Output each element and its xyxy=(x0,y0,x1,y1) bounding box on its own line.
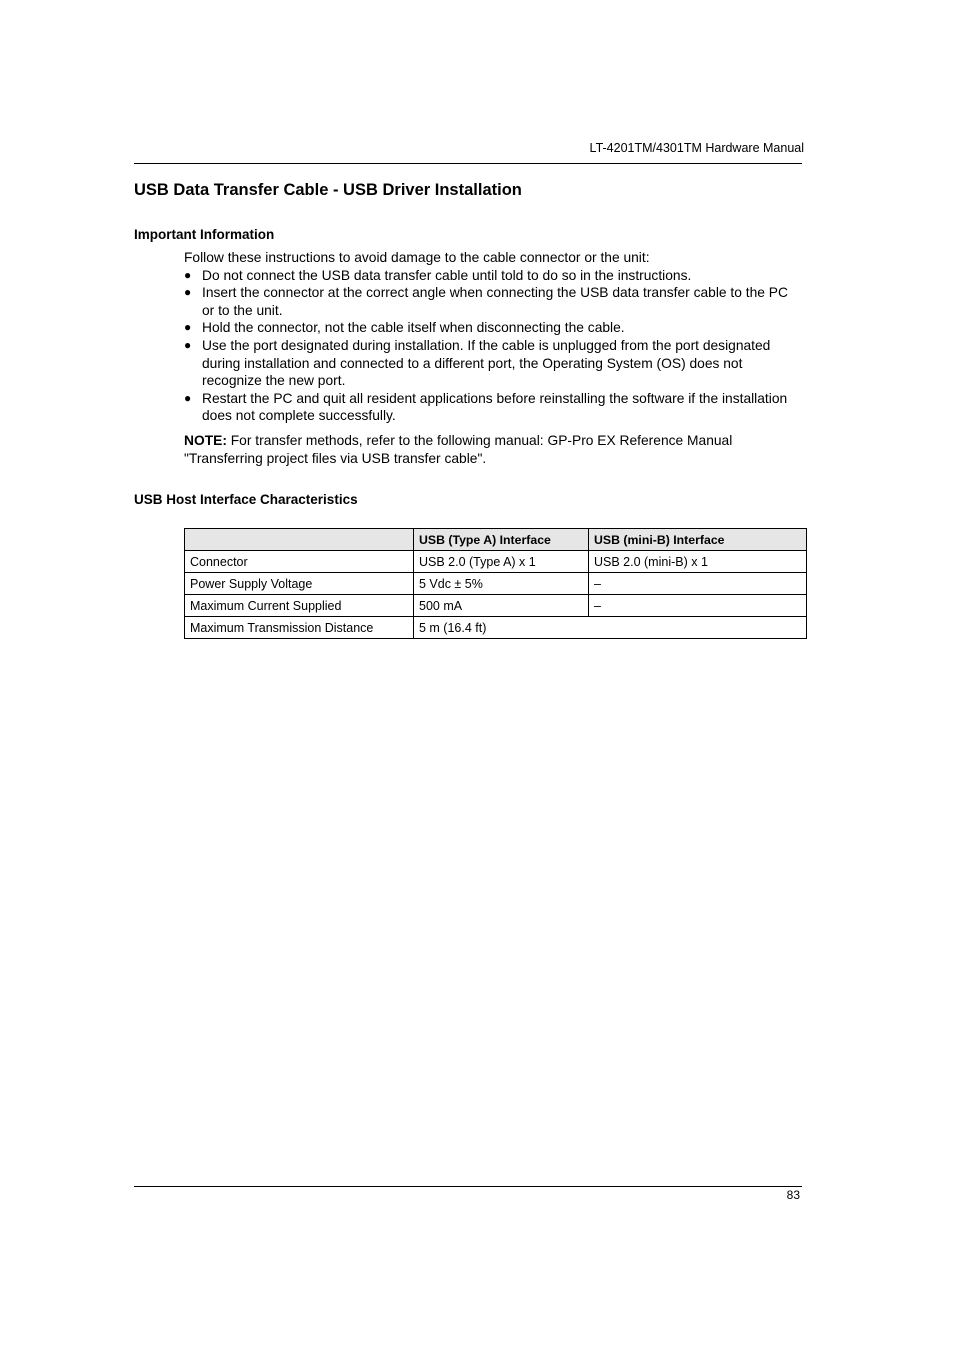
list-item-text: Use the port designated during installation. If the cable is unplugged from the port designated during installation and connected to a different port, the Operating System (OS) does not recognize the new port. xyxy=(202,337,771,389)
table-row xyxy=(185,617,807,639)
bullet-icon: ● xyxy=(184,267,192,282)
bullet-icon: ● xyxy=(184,390,192,405)
table-cell: Power Supply Voltage xyxy=(185,573,414,595)
section-title: USB Data Transfer Cable - USB Driver Installation xyxy=(134,181,522,199)
important-info-body xyxy=(184,249,804,467)
table-cell: – xyxy=(589,595,807,617)
instruction-list xyxy=(184,267,804,425)
note-text: For transfer methods, refer to the following manual: GP-Pro EX Reference Manual "Transferring project files via USB transfer cable". xyxy=(184,432,733,466)
table-cell: Maximum Current Supplied xyxy=(185,595,414,617)
table-cell: USB 2.0 (Type A) x 1 xyxy=(414,551,589,573)
manual-title: LT-4201TM/4301TM Hardware Manual xyxy=(589,141,804,155)
table-cell: 500 mA xyxy=(414,595,589,617)
important-info-heading: Important Information xyxy=(134,227,275,242)
header-divider xyxy=(134,163,802,164)
table-cell: Maximum Transmission Distance xyxy=(185,617,414,639)
list-item xyxy=(184,267,804,285)
table-row xyxy=(185,551,807,573)
table-cell: USB 2.0 (mini-B) x 1 xyxy=(589,551,807,573)
list-item xyxy=(184,319,804,337)
list-item-text: Restart the PC and quit all resident applications before reinstalling the software if the installation does not complete successfully. xyxy=(202,390,788,424)
table-header-cell: USB (Type A) Interface xyxy=(414,529,589,551)
table-row xyxy=(185,595,807,617)
list-item-text: Insert the connector at the correct angle when connecting the USB data transfer cable to the PC or to the unit. xyxy=(202,285,788,318)
table-row xyxy=(185,573,807,595)
list-item-text: Do not connect the USB data transfer cable until told to do so in the instructions. xyxy=(202,267,692,283)
table-cell: Connector xyxy=(185,551,414,573)
table-cell: – xyxy=(589,573,807,595)
note-label: NOTE: xyxy=(184,432,227,448)
bullet-icon: ● xyxy=(184,285,192,300)
footer-divider xyxy=(134,1186,802,1187)
usb-host-spec-table xyxy=(184,528,807,639)
page-number: 83 xyxy=(786,1188,800,1202)
list-item xyxy=(184,337,804,390)
list-item xyxy=(184,284,804,319)
table-header-row xyxy=(185,529,807,551)
note xyxy=(184,432,804,467)
table-cell: 5 Vdc ± 5% xyxy=(414,573,589,595)
bullet-icon: ● xyxy=(184,337,192,352)
usb-host-heading: USB Host Interface Characteristics xyxy=(134,492,358,507)
list-item xyxy=(184,390,804,425)
table-header-cell xyxy=(185,529,414,551)
bullet-icon: ● xyxy=(184,320,192,335)
table-header-cell: USB (mini-B) Interface xyxy=(589,529,807,551)
table-cell: 5 m (16.4 ft) xyxy=(414,617,807,639)
list-item-text: Hold the connector, not the cable itself when disconnecting the cable. xyxy=(202,320,625,336)
important-info-intro: Follow these instructions to avoid damage to the cable connector or the unit: xyxy=(184,250,650,265)
